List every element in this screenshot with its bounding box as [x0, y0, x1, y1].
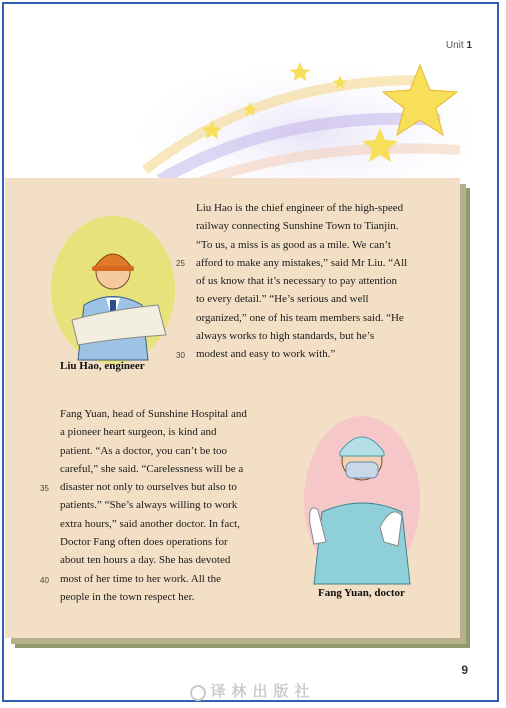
text-line: patients.” “She’s always willing to work [60, 499, 238, 512]
text-line: of us know that it’s necessary to pay attention [196, 275, 398, 288]
text-line: always works to high standards, but he’s [196, 330, 375, 343]
unit-number: 1 [466, 40, 472, 51]
publisher-watermark [0, 680, 506, 701]
publisher-name: 译林出版社 [210, 684, 316, 700]
line-number: 40 [40, 576, 49, 585]
text-line: organized,” one of his team members said. “He [196, 311, 404, 324]
text-line: patient. “As a doctor, you can’t be too [60, 444, 228, 457]
publisher-logo-icon [190, 685, 206, 701]
text-line: people in the town respect her. [60, 590, 195, 603]
doctor-illustration [300, 412, 425, 587]
line-number: 30 [176, 351, 185, 360]
text-line: careful,” she said. “Carelessness will be a [60, 462, 244, 475]
engineer-caption: Liu Hao, engineer [60, 360, 145, 372]
text-line: afford to make any mistakes,” said Mr Liu. “All [196, 256, 408, 269]
passage-liu-hao [196, 199, 434, 364]
line-number: 25 [176, 259, 185, 268]
text-line: “To us, a miss is as good as a mile. We can’t [196, 238, 391, 251]
text-line: to every detail.” “He’s serious and well [196, 293, 369, 306]
text-line: about ten hours a day. She has devoted [60, 554, 231, 567]
text-line: Doctor Fang often does operations for [60, 536, 228, 549]
page-number: 9 [461, 663, 468, 677]
doctor-caption: Fang Yuan, doctor [318, 587, 405, 599]
text-line: disaster not only to ourselves but also to [60, 481, 237, 494]
line-number: 35 [40, 484, 49, 493]
passage-fang-yuan [60, 405, 275, 606]
text-line: railway connecting Sunshine Town to Tianjin. [196, 220, 399, 233]
text-line: Liu Hao is the chief engineer of the high-speed [196, 202, 404, 214]
text-line: Fang Yuan, head of Sunshine Hospital and [60, 408, 247, 420]
text-line: a pioneer heart surgeon, is kind and [60, 426, 217, 439]
engineer-illustration [48, 210, 178, 365]
text-line: extra hours,” said another doctor. In fact, [60, 517, 240, 530]
text-line: most of her time to her work. All the [60, 572, 221, 585]
unit-word: Unit [445, 40, 464, 51]
shooting-star-illustration [140, 40, 470, 200]
text-line: modest and easy to work with.” [196, 348, 336, 361]
